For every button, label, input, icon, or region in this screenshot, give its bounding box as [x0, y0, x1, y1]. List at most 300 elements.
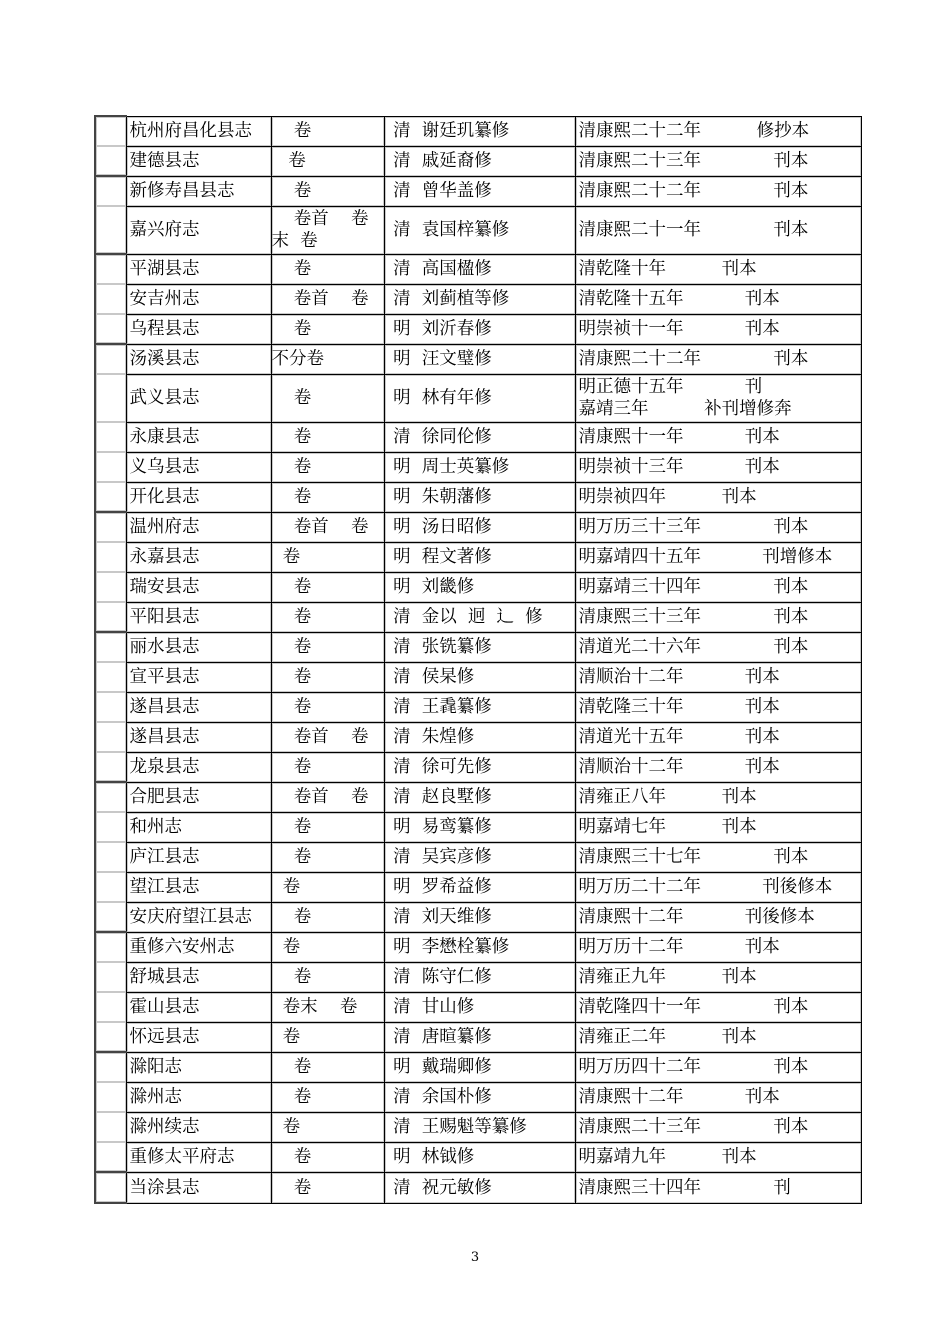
catalog-table	[94, 115, 862, 1204]
volumes-text: 卷	[271, 877, 301, 897]
volumes-text: 卷	[271, 937, 301, 957]
title-text: 丽水县志	[129, 637, 200, 657]
author-text: 清 陈守仁修	[387, 967, 492, 987]
table-row	[95, 932, 861, 962]
edition-cell	[575, 632, 861, 662]
author-text: 清 刘天维修	[387, 907, 492, 927]
edition-text: 清康熙二十三年 刊本	[578, 151, 809, 171]
volumes-cell	[271, 872, 384, 902]
edition-cell	[575, 902, 861, 932]
title-text: 永康县志	[129, 427, 200, 447]
title-cell	[126, 284, 271, 314]
author-cell	[384, 722, 575, 752]
table-row	[95, 1082, 861, 1112]
author-text: 清 祝元敏修	[387, 1177, 492, 1198]
title-cell	[126, 116, 271, 146]
author-text: 明 罗希益修	[387, 877, 492, 897]
volumes-text: 卷	[271, 487, 312, 507]
author-text: 清 王毳纂修	[387, 697, 492, 717]
table-row	[95, 782, 861, 812]
volumes-text: 卷	[271, 1027, 301, 1047]
volumes-cell	[271, 176, 384, 206]
volumes-cell	[271, 662, 384, 692]
volumes-text: 卷首 卷	[271, 517, 369, 537]
edition-cell	[575, 1172, 861, 1203]
author-text: 清 谢廷玑纂修	[387, 121, 510, 141]
edition-cell	[575, 116, 861, 146]
edition-text: 明万历四十二年 刊本	[578, 1057, 809, 1077]
table-row	[95, 602, 861, 632]
group-marker-cell	[95, 254, 126, 284]
group-marker-cell	[95, 452, 126, 482]
volumes-cell	[271, 602, 384, 632]
title-text: 安庆府望江县志	[129, 907, 252, 927]
edition-text: 清康熙二十一年 刊本	[578, 220, 809, 240]
author-text: 明 林钺修	[387, 1147, 475, 1167]
table-row	[95, 206, 861, 254]
title-text: 新修寿昌县志	[129, 181, 235, 201]
title-text: 庐江县志	[129, 847, 200, 867]
volumes-cell	[271, 692, 384, 722]
table-row	[95, 176, 861, 206]
author-cell	[384, 1172, 575, 1203]
group-marker-cell	[95, 206, 126, 254]
edition-cell	[575, 1112, 861, 1142]
title-cell	[126, 662, 271, 692]
volumes-cell	[271, 452, 384, 482]
edition-text: 明嘉靖七年 刊本	[578, 817, 757, 837]
table-row	[95, 374, 861, 422]
edition-cell	[575, 782, 861, 812]
author-cell	[384, 812, 575, 842]
volumes-cell	[271, 1112, 384, 1142]
title-cell	[126, 992, 271, 1022]
author-text: 明 林有年修	[387, 388, 492, 408]
volumes-text: 卷	[271, 637, 312, 657]
title-cell	[126, 1052, 271, 1082]
edition-text: 明崇祯十一年 刊本	[578, 319, 780, 339]
group-marker-cell	[95, 1172, 126, 1203]
edition-text: 明正德十五年 刊 嘉靖三年 补刊增修奔	[578, 377, 792, 419]
author-cell	[384, 902, 575, 932]
volumes-cell	[271, 542, 384, 572]
title-cell	[126, 1082, 271, 1112]
group-marker-cell	[95, 1142, 126, 1172]
title-cell	[126, 1112, 271, 1142]
group-marker-cell	[95, 176, 126, 206]
title-text: 汤溪县志	[129, 349, 200, 369]
title-cell	[126, 812, 271, 842]
title-text: 和州志	[129, 817, 182, 837]
group-marker-cell	[95, 632, 126, 662]
title-cell	[126, 344, 271, 374]
author-text: 清 吴宾彦修	[387, 847, 492, 867]
edition-cell	[575, 422, 861, 452]
edition-cell	[575, 812, 861, 842]
author-text: 清 曾华盖修	[387, 181, 492, 201]
author-cell	[384, 422, 575, 452]
edition-cell	[575, 206, 861, 254]
edition-cell	[575, 452, 861, 482]
title-cell	[126, 206, 271, 254]
title-text: 永嘉县志	[129, 547, 200, 567]
edition-cell	[575, 572, 861, 602]
title-text: 滁州续志	[129, 1117, 200, 1137]
volumes-text: 卷	[271, 1117, 301, 1137]
table-row	[95, 962, 861, 992]
edition-text: 明万历三十三年 刊本	[578, 517, 809, 537]
table-row	[95, 1142, 861, 1172]
edition-cell	[575, 842, 861, 872]
volumes-text: 卷	[271, 1057, 312, 1077]
group-marker-cell	[95, 422, 126, 452]
group-marker-cell	[95, 482, 126, 512]
group-marker-cell	[95, 314, 126, 344]
volumes-cell	[271, 932, 384, 962]
volumes-cell	[271, 722, 384, 752]
title-text: 开化县志	[129, 487, 200, 507]
volumes-text: 卷	[271, 319, 312, 339]
author-text: 清 侯杲修	[387, 667, 475, 687]
table-row	[95, 872, 861, 902]
table-row	[95, 632, 861, 662]
group-marker-cell	[95, 692, 126, 722]
author-text: 清 戚延裔修	[387, 151, 492, 171]
group-marker-cell	[95, 872, 126, 902]
edition-text: 明万历二十二年 刊後修本	[578, 877, 833, 897]
title-text: 平阳县志	[129, 607, 200, 627]
edition-cell	[575, 752, 861, 782]
author-cell	[384, 254, 575, 284]
group-marker-cell	[95, 992, 126, 1022]
edition-text: 明万历十二年 刊本	[578, 937, 780, 957]
group-marker-cell	[95, 602, 126, 632]
title-text: 建德县志	[129, 151, 200, 171]
author-cell	[384, 1082, 575, 1112]
edition-cell	[575, 1022, 861, 1052]
title-cell	[126, 146, 271, 176]
title-text: 合肥县志	[129, 787, 200, 807]
volumes-text: 卷	[271, 907, 312, 927]
volumes-cell	[271, 992, 384, 1022]
author-cell	[384, 482, 575, 512]
title-cell	[126, 512, 271, 542]
volumes-text: 卷首 卷	[271, 787, 369, 807]
edition-text: 清康熙二十二年 刊本	[578, 181, 809, 201]
author-cell	[384, 1112, 575, 1142]
author-text: 清 徐可先修	[387, 757, 492, 777]
volumes-cell	[271, 842, 384, 872]
edition-text: 明崇祯四年 刊本	[578, 487, 757, 507]
volumes-text: 卷	[271, 457, 312, 477]
table-row	[95, 902, 861, 932]
author-cell	[384, 602, 575, 632]
author-text: 清 余国朴修	[387, 1087, 492, 1107]
table-row	[95, 254, 861, 284]
title-text: 平湖县志	[129, 259, 200, 279]
volumes-cell	[271, 422, 384, 452]
volumes-cell	[271, 314, 384, 344]
volumes-cell	[271, 752, 384, 782]
author-text: 明 易鸾纂修	[387, 817, 492, 837]
author-text: 清 朱煌修	[387, 727, 475, 747]
title-text: 乌程县志	[129, 319, 200, 339]
volumes-text: 卷	[271, 847, 312, 867]
volumes-text: 不分卷	[271, 349, 324, 369]
edition-cell	[575, 932, 861, 962]
volumes-text: 卷首 卷	[271, 289, 369, 309]
author-cell	[384, 932, 575, 962]
edition-text: 清康熙三十七年 刊本	[578, 847, 809, 867]
volumes-text: 卷	[271, 757, 312, 777]
edition-text: 明嘉靖九年 刊本	[578, 1147, 757, 1167]
group-marker-cell	[95, 752, 126, 782]
author-text: 清 甘山修	[387, 997, 475, 1017]
group-marker-cell	[95, 572, 126, 602]
edition-cell	[575, 662, 861, 692]
volumes-text: 卷	[271, 259, 312, 279]
title-cell	[126, 1022, 271, 1052]
title-text: 温州府志	[129, 517, 200, 537]
volumes-cell	[271, 1022, 384, 1052]
author-text: 清 高国楹修	[387, 259, 492, 279]
group-marker-cell	[95, 146, 126, 176]
title-cell	[126, 632, 271, 662]
table-row	[95, 284, 861, 314]
author-text: 清 王赐魁等纂修	[387, 1117, 527, 1137]
volumes-text: 卷	[271, 667, 312, 687]
edition-text: 明崇祯十三年 刊本	[578, 457, 780, 477]
title-text: 滁阳志	[129, 1057, 182, 1077]
table-row	[95, 692, 861, 722]
group-marker-cell	[95, 1022, 126, 1052]
volumes-text: 卷	[271, 388, 312, 408]
edition-text: 清康熙十一年 刊本	[578, 427, 780, 447]
author-text: 明 周士英纂修	[387, 457, 510, 477]
volumes-cell	[271, 116, 384, 146]
title-text: 杭州府昌化县志	[129, 121, 252, 141]
table-row	[95, 422, 861, 452]
volumes-cell	[271, 284, 384, 314]
author-cell	[384, 752, 575, 782]
author-text: 明 程文著修	[387, 547, 492, 567]
volumes-text: 卷	[271, 1177, 312, 1198]
author-text: 清 金以 迥 辶 修	[387, 607, 543, 627]
edition-text: 清道光二十六年 刊本	[578, 637, 809, 657]
volumes-text: 卷	[271, 1087, 312, 1107]
author-cell	[384, 542, 575, 572]
volumes-cell	[271, 482, 384, 512]
title-text: 宣平县志	[129, 667, 200, 687]
group-marker-cell	[95, 512, 126, 542]
edition-text: 清康熙三十三年 刊本	[578, 607, 809, 627]
volumes-cell	[271, 206, 384, 254]
title-text: 龙泉县志	[129, 757, 200, 777]
title-cell	[126, 374, 271, 422]
author-cell	[384, 692, 575, 722]
volumes-text: 卷	[271, 697, 312, 717]
table-row	[95, 722, 861, 752]
author-cell	[384, 512, 575, 542]
volumes-cell	[271, 962, 384, 992]
volumes-text: 卷	[271, 181, 312, 201]
edition-text: 清康熙十二年 刊本	[578, 1087, 780, 1107]
volumes-text: 卷首 卷	[271, 727, 369, 747]
edition-text: 清康熙十二年 刊後修本	[578, 907, 815, 927]
edition-text: 清康熙二十三年 刊本	[578, 1117, 809, 1137]
table-row	[95, 842, 861, 872]
edition-text: 明嘉靖三十四年 刊本	[578, 577, 809, 597]
table-row	[95, 1022, 861, 1052]
author-cell	[384, 314, 575, 344]
author-cell	[384, 1022, 575, 1052]
edition-cell	[575, 284, 861, 314]
edition-cell	[575, 542, 861, 572]
volumes-cell	[271, 1172, 384, 1203]
title-cell	[126, 482, 271, 512]
title-text: 义乌县志	[129, 457, 200, 477]
title-text: 霍山县志	[129, 997, 200, 1017]
edition-text: 清顺治十二年 刊本	[578, 757, 780, 777]
author-cell	[384, 206, 575, 254]
table-row	[95, 314, 861, 344]
title-cell	[126, 542, 271, 572]
volumes-cell	[271, 632, 384, 662]
group-marker-cell	[95, 662, 126, 692]
volumes-cell	[271, 512, 384, 542]
title-text: 安吉州志	[129, 289, 200, 309]
volumes-cell	[271, 812, 384, 842]
author-text: 清 张铣纂修	[387, 637, 492, 657]
volumes-text: 卷	[271, 151, 306, 171]
author-text: 明 李懋栓纂修	[387, 937, 510, 957]
author-cell	[384, 1142, 575, 1172]
author-text: 清 刘蓟植等修	[387, 289, 510, 309]
group-marker-cell	[95, 962, 126, 992]
catalog-table-body	[95, 116, 861, 1203]
title-cell	[126, 692, 271, 722]
volumes-text: 卷	[271, 577, 312, 597]
title-cell	[126, 872, 271, 902]
volumes-text: 卷	[271, 427, 312, 447]
edition-text: 清雍正九年 刊本	[578, 967, 757, 987]
table-row	[95, 812, 861, 842]
edition-text: 清康熙二十二年 刊本	[578, 349, 809, 369]
group-marker-cell	[95, 284, 126, 314]
volumes-cell	[271, 146, 384, 176]
edition-cell	[575, 1082, 861, 1112]
edition-cell	[575, 344, 861, 374]
title-cell	[126, 176, 271, 206]
group-marker-cell	[95, 1052, 126, 1082]
group-marker-cell	[95, 842, 126, 872]
title-text: 嘉兴府志	[129, 220, 200, 240]
group-marker-cell	[95, 116, 126, 146]
edition-text: 清康熙二十二年 修抄本	[578, 121, 810, 141]
author-cell	[384, 452, 575, 482]
author-text: 清 徐同伦修	[387, 427, 492, 447]
author-text: 明 朱朝藩修	[387, 487, 492, 507]
volumes-cell	[271, 374, 384, 422]
table-row	[95, 452, 861, 482]
table-row	[95, 542, 861, 572]
edition-cell	[575, 1052, 861, 1082]
author-cell	[384, 146, 575, 176]
author-text: 清 唐暄纂修	[387, 1027, 492, 1047]
author-text: 清 袁国梓纂修	[387, 220, 510, 240]
author-text: 明 刘畿修	[387, 577, 475, 597]
edition-cell	[575, 722, 861, 752]
volumes-cell	[271, 902, 384, 932]
title-cell	[126, 602, 271, 632]
title-text: 怀远县志	[129, 1027, 200, 1047]
table-row	[95, 662, 861, 692]
author-cell	[384, 572, 575, 602]
edition-text: 清乾隆十五年 刊本	[578, 289, 780, 309]
group-marker-cell	[95, 902, 126, 932]
author-text: 明 汤日昭修	[387, 517, 492, 537]
volumes-text: 卷	[271, 817, 312, 837]
edition-cell	[575, 872, 861, 902]
author-cell	[384, 1052, 575, 1082]
volumes-text: 卷	[271, 967, 312, 987]
edition-cell	[575, 512, 861, 542]
edition-cell	[575, 374, 861, 422]
author-cell	[384, 662, 575, 692]
author-cell	[384, 344, 575, 374]
author-cell	[384, 176, 575, 206]
edition-text: 清雍正八年 刊本	[578, 787, 757, 807]
table-row	[95, 1112, 861, 1142]
author-cell	[384, 632, 575, 662]
group-marker-cell	[95, 1082, 126, 1112]
title-text: 重修太平府志	[129, 1147, 235, 1167]
title-cell	[126, 452, 271, 482]
group-marker-cell	[95, 722, 126, 752]
volumes-text: 卷首 卷 末 卷	[271, 209, 369, 251]
title-cell	[126, 722, 271, 752]
volumes-cell	[271, 572, 384, 602]
edition-cell	[575, 692, 861, 722]
title-cell	[126, 782, 271, 812]
title-text: 武义县志	[129, 388, 200, 408]
edition-cell	[575, 602, 861, 632]
edition-cell	[575, 962, 861, 992]
volumes-text: 卷	[271, 547, 301, 567]
edition-cell	[575, 314, 861, 344]
author-cell	[384, 872, 575, 902]
volumes-cell	[271, 1082, 384, 1112]
author-text: 明 戴瑞卿修	[387, 1057, 492, 1077]
title-cell	[126, 842, 271, 872]
edition-text: 明嘉靖四十五年 刊增修本	[578, 547, 833, 567]
title-cell	[126, 962, 271, 992]
volumes-text: 卷	[271, 1147, 312, 1167]
table-row	[95, 992, 861, 1022]
volumes-cell	[271, 344, 384, 374]
group-marker-cell	[95, 344, 126, 374]
author-cell	[384, 374, 575, 422]
table-row	[95, 1052, 861, 1082]
title-text: 舒城县志	[129, 967, 200, 987]
title-text: 当涂县志	[129, 1177, 200, 1198]
table-row	[95, 344, 861, 374]
table-row	[95, 116, 861, 146]
volumes-cell	[271, 254, 384, 284]
volumes-cell	[271, 1052, 384, 1082]
group-marker-cell	[95, 782, 126, 812]
author-cell	[384, 782, 575, 812]
